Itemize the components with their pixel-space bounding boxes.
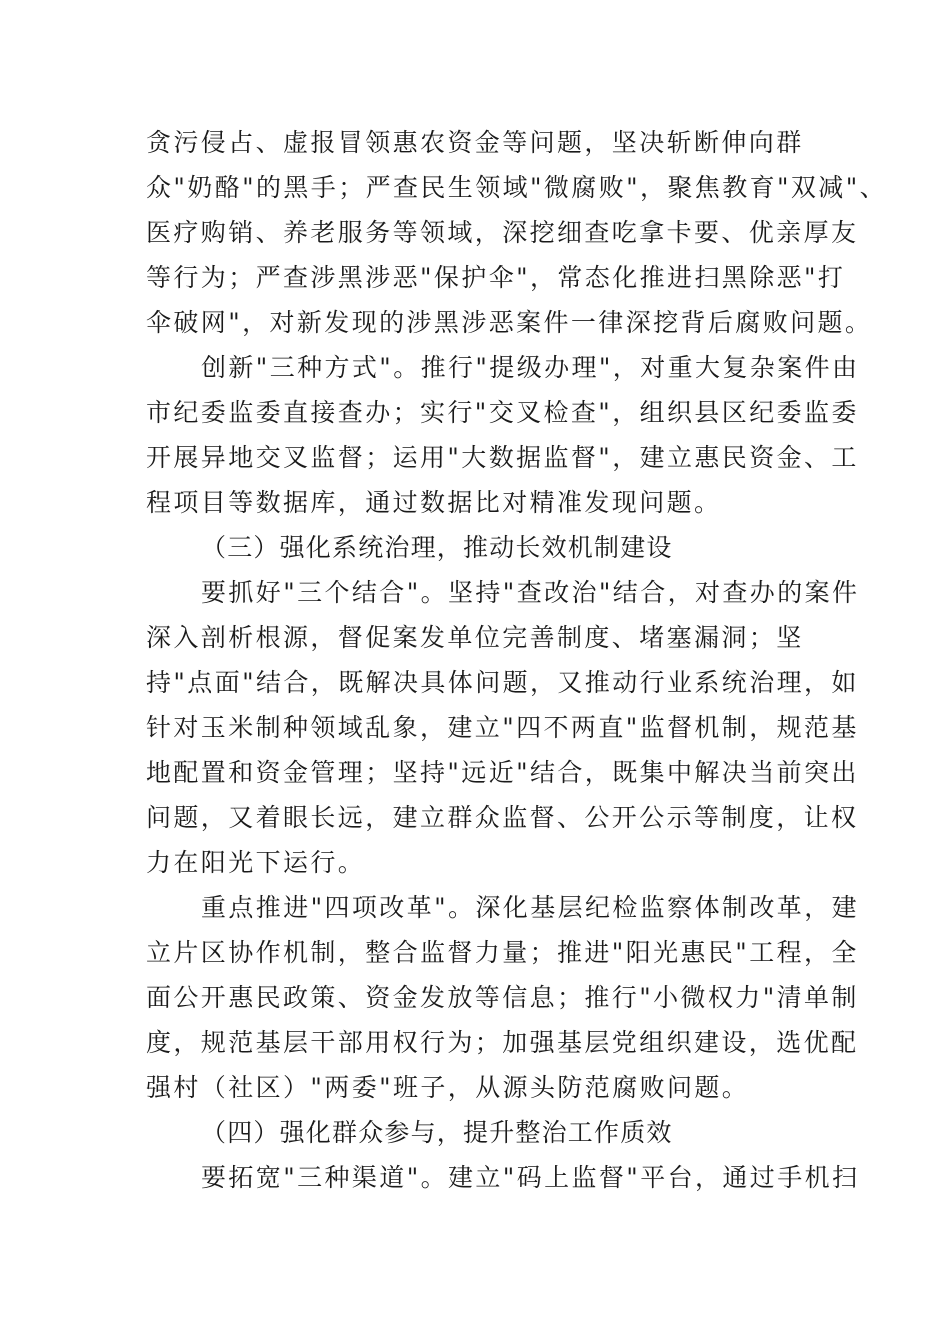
- body-line: 开展异地交叉监督；运用"大数据监督"，建立惠民资金、工: [146, 443, 859, 472]
- document-body: [146, 120, 887, 1200]
- body-line: 地配置和资金管理；坚持"远近"结合，既集中解决当前突出: [146, 758, 859, 787]
- body-line: 等行为；严查涉黑涉恶"保护伞"，常态化推进扫黑除恶"打: [146, 263, 846, 292]
- section-heading: （三）强化系统治理，推动长效机制建设: [201, 533, 673, 562]
- body-line: 医疗购销、养老服务等领域，深挖细查吃拿卡要、优亲厚友: [146, 218, 859, 247]
- body-line: 持"点面"结合，既解决具体问题，又推动行业系统治理，如: [146, 668, 859, 697]
- paragraph-start-line: 要拓宽"三种渠道"。建立"码上监督"平台，通过手机扫: [201, 1163, 860, 1192]
- body-line: 问题，又着眼长远，建立群众监督、公开公示等制度，让权: [146, 803, 859, 832]
- body-line: 针对玉米制种领域乱象，建立"四不两直"监督机制，规范基: [146, 713, 859, 742]
- body-line: 力在阳光下运行。: [146, 848, 366, 877]
- body-line: 程项目等数据库，通过数据比对精准发现问题。: [146, 488, 722, 517]
- body-line: 贪污侵占、虚报冒领惠农资金等问题，坚决斩断伸向群: [146, 128, 804, 157]
- paragraph-start-line: 重点推进"四项改革"。深化基层纪检监察体制改革，建: [201, 893, 859, 922]
- body-line: 市纪委监委直接查办；实行"交叉检查"，组织县区纪委监委: [146, 398, 859, 427]
- body-line: 深入剖析根源，督促案发单位完善制度、堵塞漏洞；坚: [146, 623, 804, 652]
- body-line: 众"奶酪"的黑手；严查民生领域"微腐败"，聚焦教育"双减"、: [146, 173, 887, 202]
- paragraph-start-line: 要抓好"三个结合"。坚持"查改治"结合，对查办的案件: [201, 578, 860, 607]
- body-line: 面公开惠民政策、资金发放等信息；推行"小微权力"清单制: [146, 983, 859, 1012]
- body-line: 立片区协作机制，整合监督力量；推进"阳光惠民"工程，全: [146, 938, 859, 967]
- body-line: 伞破网"，对新发现的涉黑涉恶案件一律深挖背后腐败问题。: [146, 308, 873, 337]
- body-line: 度，规范基层干部用权行为；加强基层党组织建设，选优配: [146, 1028, 859, 1057]
- section-heading: （四）强化群众参与，提升整治工作质效: [201, 1118, 673, 1147]
- body-line: 强村（社区）"两委"班子，从源头防范腐败问题。: [146, 1073, 750, 1102]
- paragraph-start-line: 创新"三种方式"。推行"提级办理"，对重大复杂案件由: [201, 353, 860, 382]
